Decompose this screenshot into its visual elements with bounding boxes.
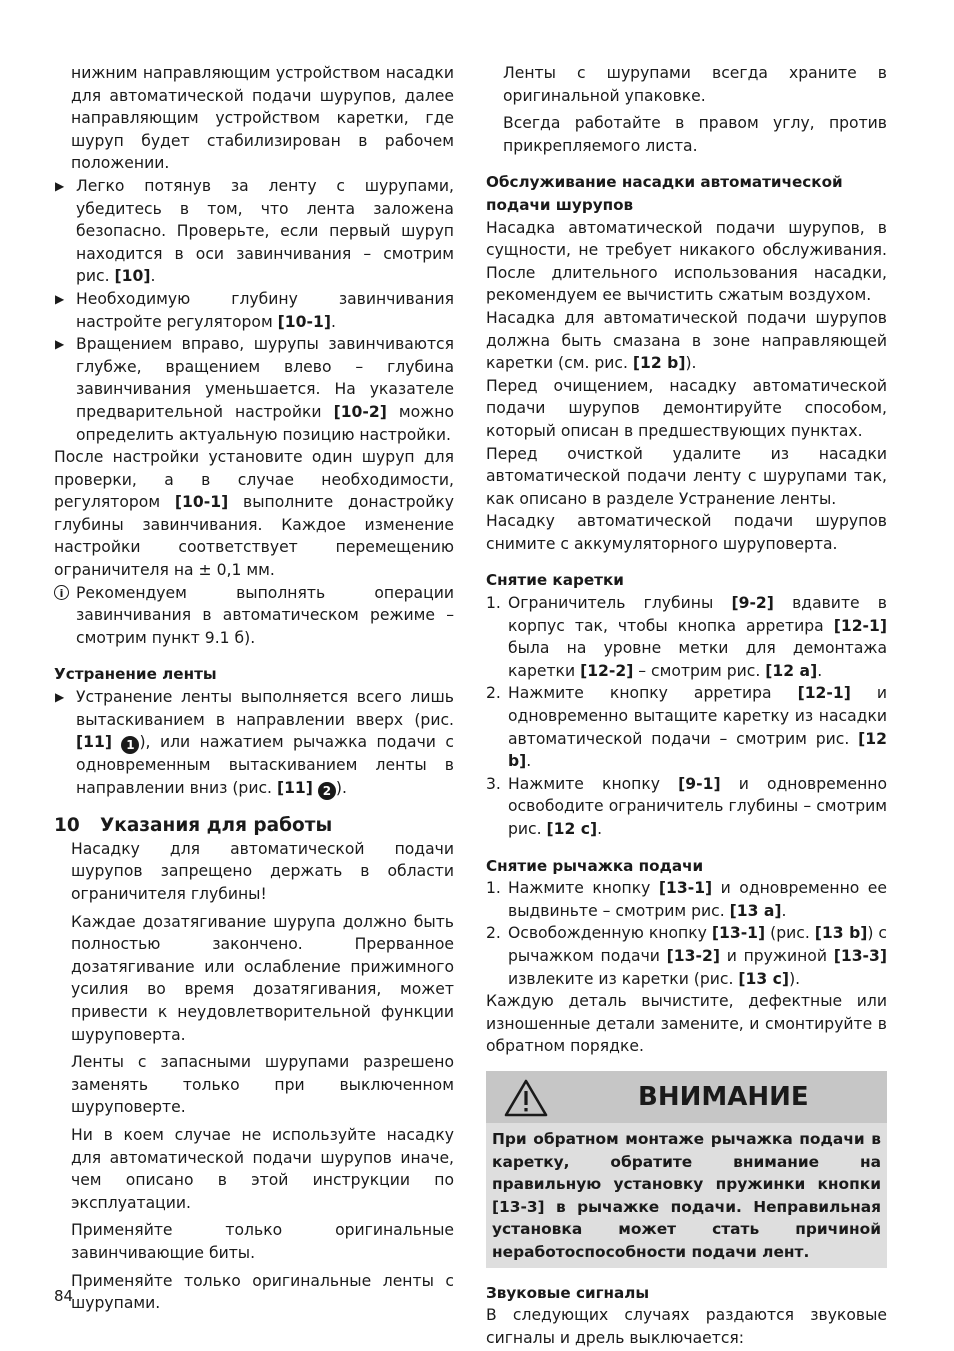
list-item: ▶ Устранение ленты выполняется всего лишь вытаскиванием в направлении вверх (рис. [11] 1 ), или нажатием рычажка подачи с одновременным вытаскиванием ленты в направлении вниз (рис. [11] 2 ). xyxy=(55,688,454,798)
warning-text: При обратном монтаже рычажка подачи в каретку, обратите внимание на правильную установку пружинки кнопки [13-3] в рычажке подачи. Неправильная установка может стать причиной неработоспособности подачи лент. xyxy=(486,1123,887,1268)
warning-triangle-icon xyxy=(504,1079,548,1117)
step-number-icon: 2 xyxy=(318,782,336,800)
subheading: Снятие рычажка подачи xyxy=(486,856,704,875)
list-item: 3. Нажмите кнопку [9-1] и одновременно освободите ограничитель глубины – смотрим рис. [12 c]. xyxy=(486,774,887,838)
list-item: 1. Ограничитель глубины [9-2] вдавите в корпус так, чтобы кнопка арретира [12-1] была на уровне метки для демонтажа каретки [12-2] – смотрим рис. [12 a]. xyxy=(486,594,888,680)
paragraph: Применяйте только оригинальные завинчивающие биты. xyxy=(71,1221,454,1262)
list-item: ▶ Необходимую глубину завинчивания настройте регулятором [10-1]. xyxy=(55,289,454,331)
list-item: 1. Нажмите кнопку [13-1] и одновременно ее выдвиньте – смотрим рис. [13 a]. xyxy=(486,879,887,920)
section-heading: 10 Указания для работы xyxy=(54,814,333,836)
subheading: Обслуживание насадки автоматической подачи шурупов xyxy=(486,173,843,214)
warning-box xyxy=(486,1071,887,1268)
step-number-icon: 1 xyxy=(121,736,139,754)
note-item: i Рекомендуем выполнять операции завинчивания в автоматическом режиме – смотрим пункт 9.1 б). xyxy=(54,582,454,650)
paragraph: Ленты с запасными шурупами разрешено заменять только при выключенном шуруповерте. xyxy=(71,1053,454,1117)
triangle-right-icon: ▶ xyxy=(55,337,65,352)
paragraph: В следующих случаях раздаются звуковые сигналы и дрель выключается: xyxy=(486,1306,887,1347)
paragraph: После настройки установите один шуруп для проверки, а в случае необходимости, регулятором [10-1] выполните донастройку глубины завинчивания. Каждое изменение настройки соответствует перемещению ограничителя на ± 0,1 мм. xyxy=(54,448,455,580)
paragraph: Насадку автоматической подачи шурупов снимите с аккумуляторного шуруповерта. xyxy=(486,512,887,553)
triangle-right-icon: ▶ xyxy=(55,291,65,306)
paragraph: Насадка автоматической подачи шурупов, в сущности, не требует никакого обслуживания. После длительного использования насадки, рекомендуем ее вычистить сжатым воздухом. xyxy=(486,218,887,305)
info-icon: i xyxy=(54,585,69,600)
subheading: Снятие каретки xyxy=(486,571,624,590)
subheading: Звуковые сигналы xyxy=(486,1283,650,1302)
paragraph: Каждае дозатягивание шурупа должно быть полностью закончено. Прерванное дозатягивание или ослабление прижимного усилия во время дозатягивания, может привести к неудовлетворительной функции шуруповерта. xyxy=(71,912,454,1044)
right-column xyxy=(486,62,887,1349)
paragraph: Ни в коем случае не используйте насадку для автоматической подачи шурупов иначе, чем описано в этой инструкции по эксплуатации. xyxy=(71,1125,454,1212)
paragraph: Всегда работайте в правом углу, против прикрепляемого листа. xyxy=(503,114,887,155)
triangle-right-icon: ▶ xyxy=(55,178,65,193)
paragraph: Применяйте только оригинальные ленты с шурупами. xyxy=(71,1271,454,1313)
paragraph: Насадку для автоматической подачи шурупов запрещено держать в области ограничителя глубины! xyxy=(71,839,454,903)
list-item: 2. Нажмите кнопку арретира [12-1] и одновременно вытащите каретку из насадки автоматической подачи – смотрим рис. [12 b]. xyxy=(486,684,887,771)
paragraph: Перед очисткой удалите из насадки автоматической подачи ленту с шурупами так, как описано в разделе Устранение ленты. xyxy=(486,444,887,508)
paragraph: Перед очищением, насадку автоматической подачи шурупов демонтируйте способом, который описан в предшествующих пунктах. xyxy=(486,376,887,440)
page-number: 84 xyxy=(54,1287,74,1305)
paragraph: Насадка для автоматической подачи шурупов должна быть смазана в зоне направляющей каретки (см. рис. [12 b]). xyxy=(486,308,887,373)
paragraph: Каждую деталь вычистите, дефектные или изношенные детали замените, и смонтируйте в обратном порядке. xyxy=(486,992,887,1056)
triangle-right-icon: ▶ xyxy=(55,690,65,705)
paragraph: Ленты с шурупами всегда храните в оригинальной упаковке. xyxy=(503,64,887,105)
paragraph: нижним направляющим устройством насадки для автоматической подачи шурупов, далее направляющим устройством каретки, где шуруп будет стабилизирован в рабочем положении. xyxy=(71,64,454,173)
list-item: 2. Освобожденную кнопку [13-1] (рис. [13 b]) с рычажком подачи [13-2] и пружиной [13-3] извлеките из каретки (рис. [13 c]). xyxy=(486,924,887,988)
warning-title: ВНИМАНИЕ xyxy=(638,1081,809,1112)
subheading: Устранение ленты xyxy=(54,665,217,684)
list-item: ▶ Легко потянув за ленту с шурупами, убедитесь в том, что лента заложена безопасно. Проверьте, если первый шуруп находится в оси завинчивания – смотрим рис. [10]. xyxy=(55,176,454,286)
warning-header xyxy=(486,1071,887,1123)
left-column xyxy=(54,62,454,1315)
list-item: ▶ Вращением вправо, шурупы завинчиваются глубже, вращением влево – глубина завинчивания уменьшается. На указателе предварительной настройки [10-2] можно определить актуальную позицию настройки. xyxy=(55,335,454,444)
